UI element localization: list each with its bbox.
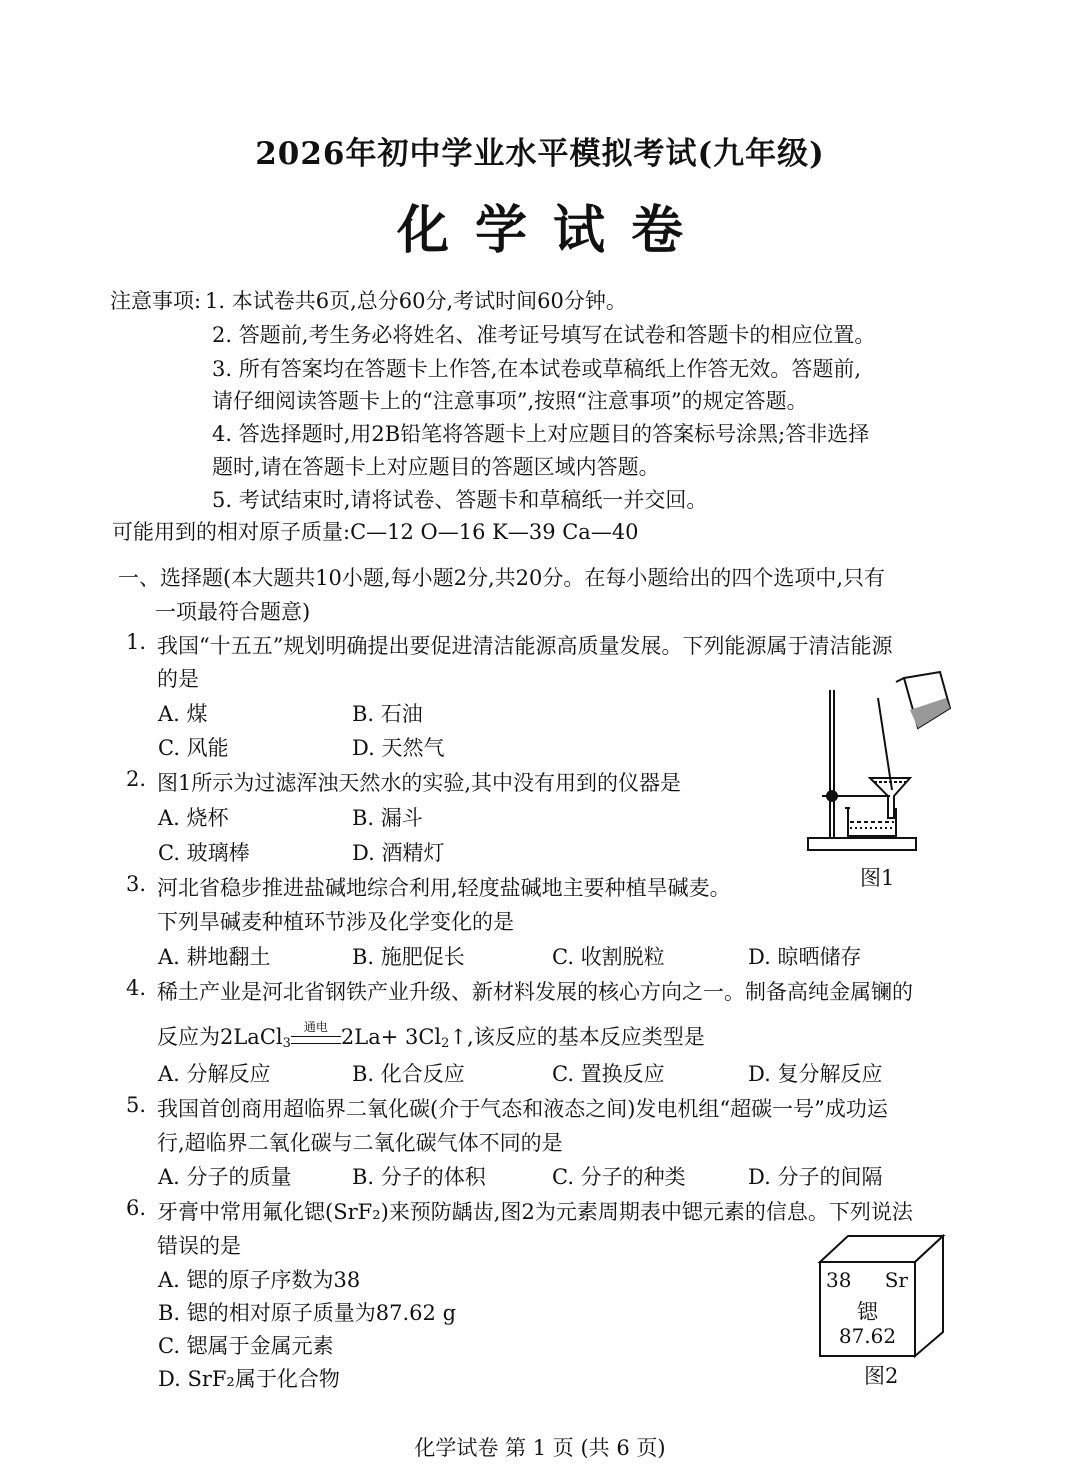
reactant-subscript: 3 bbox=[282, 1036, 291, 1051]
reactant: 2LaCl bbox=[220, 1025, 283, 1049]
question-stem: 行,超临界二氧化碳与二氧化碳气体不同的是 bbox=[157, 1131, 563, 1155]
option: C. 玻璃棒 bbox=[158, 841, 250, 865]
question-number: 4. bbox=[126, 976, 147, 1000]
option: D. SrF₂属于化合物 bbox=[158, 1367, 340, 1391]
question-stem: 牙膏中常用氟化锶(SrF₂)来预防龋齿,图2为元素周期表中锶元素的信息。下列说法 bbox=[157, 1200, 913, 1224]
option: A. 烧杯 bbox=[158, 806, 229, 830]
element-header bbox=[826, 1268, 908, 1292]
option: C. 分子的种类 bbox=[552, 1165, 686, 1189]
reaction-suffix: ↑,该反应的基本反应类型是 bbox=[449, 1025, 705, 1049]
element-name: 锶 bbox=[857, 1300, 878, 1324]
section-heading: 一、选择题(本大题共10小题,每小题2分,共20分。在每小题给出的四个选项中,只有 bbox=[118, 566, 886, 590]
element-symbol: Sr bbox=[884, 1268, 908, 1292]
option: B. 石油 bbox=[352, 702, 423, 726]
question-stem: 稀土产业是河北省钢铁产业升级、新材料发展的核心方向之一。制备高纯金属镧的 bbox=[157, 980, 913, 1004]
option: A. 耕地翻土 bbox=[158, 945, 271, 969]
option: B. 施肥促长 bbox=[352, 945, 465, 969]
atomic-mass-line: 可能用到的相对原子质量:C—12 O—16 K—39 Ca—40 bbox=[112, 520, 639, 544]
note-item: 5. 考试结束时,请将试卷、答题卡和草稿纸一并交回。 bbox=[212, 488, 708, 512]
option: D. 复分解反应 bbox=[748, 1062, 883, 1086]
note-item: 1. 本试卷共6页,总分60分,考试时间60分钟。 bbox=[205, 289, 627, 313]
product: 2La+ 3Cl bbox=[340, 1025, 442, 1049]
option: D. 天然气 bbox=[352, 736, 445, 760]
reaction-prefix: 反应为 bbox=[157, 1025, 220, 1049]
option: C. 收割脱粒 bbox=[552, 945, 665, 969]
option: B. 化合反应 bbox=[352, 1062, 465, 1086]
note-item: 请仔细阅读答题卡上的“注意事项”,按照“注意事项”的规定答题。 bbox=[212, 389, 808, 413]
option: A. 锶的原子序数为38 bbox=[158, 1268, 361, 1292]
page-footer: 化学试卷 第 1 页 (共 6 页) bbox=[414, 1436, 666, 1460]
question-number: 5. bbox=[126, 1093, 147, 1117]
option: B. 锶的相对原子质量为87.62 g bbox=[158, 1301, 457, 1325]
note-item: 题时,请在答题卡上对应题目的答题区域内答题。 bbox=[212, 455, 660, 479]
option: A. 煤 bbox=[158, 702, 208, 726]
option: C. 风能 bbox=[158, 736, 229, 760]
option: B. 分子的体积 bbox=[352, 1165, 486, 1189]
question-number: 6. bbox=[126, 1196, 147, 1220]
notes-label: 注意事项: bbox=[110, 289, 202, 313]
question-stem: 的是 bbox=[157, 667, 199, 691]
filtration-apparatus-figure bbox=[800, 668, 960, 858]
glass-rod bbox=[878, 698, 892, 790]
question-stem: 错误的是 bbox=[157, 1234, 241, 1258]
product-subscript: 2 bbox=[441, 1036, 450, 1051]
question-number: 1. bbox=[126, 630, 147, 654]
option: C. 置换反应 bbox=[552, 1062, 665, 1086]
reaction-arrow bbox=[291, 1019, 341, 1044]
reaction-equation bbox=[157, 1021, 705, 1051]
option: A. 分子的质量 bbox=[158, 1165, 292, 1189]
question-stem: 图1所示为过滤浑浊天然水的实验,其中没有用到的仪器是 bbox=[157, 771, 682, 795]
question-number: 3. bbox=[126, 872, 147, 896]
note-item: 2. 答题前,考生务必将姓名、准考证号填写在试卷和答题卡的相应位置。 bbox=[212, 323, 876, 347]
note-item: 3. 所有答案均在答题卡上作答,在本试卷或草稿纸上作答无效。答题前, bbox=[212, 357, 862, 381]
question-number: 2. bbox=[126, 767, 147, 791]
question-stem: 我国“十五五”规划明确提出要促进清洁能源高质量发展。下列能源属于清洁能源 bbox=[157, 634, 893, 658]
note-item: 4. 答选择题时,用2B铅笔将答题卡上对应题目的答案标号涂黑;答非选择 bbox=[212, 422, 870, 446]
section-heading-cont: 一项最符合题意) bbox=[155, 600, 311, 624]
funnel bbox=[870, 778, 910, 818]
stand-base bbox=[808, 838, 916, 850]
exam-title: 化学试卷 bbox=[396, 200, 709, 261]
question-stem: 我国首创商用超临界二氧化碳(介于气态和液态之间)发电机组“超碳一号”成功运 bbox=[157, 1097, 888, 1121]
option: D. 分子的间隔 bbox=[748, 1165, 883, 1189]
question-stem: 下列旱碱麦种植环节涉及化学变化的是 bbox=[157, 910, 514, 934]
option: D. 酒精灯 bbox=[352, 841, 445, 865]
figure1-caption: 图1 bbox=[860, 866, 895, 890]
reaction-condition: 通电 bbox=[303, 1019, 328, 1034]
option: C. 锶属于金属元素 bbox=[158, 1334, 334, 1358]
option: D. 晾晒储存 bbox=[748, 945, 862, 969]
figure2-caption: 图2 bbox=[864, 1364, 899, 1388]
exam-subtitle: 2026年初中学业水平模拟考试(九年级) bbox=[255, 136, 825, 172]
element-mass: 87.62 bbox=[838, 1324, 897, 1348]
atomic-number: 38 bbox=[826, 1268, 852, 1292]
option: B. 漏斗 bbox=[352, 806, 423, 830]
option: A. 分解反应 bbox=[158, 1062, 271, 1086]
question-stem: 河北省稳步推进盐碱地综合利用,轻度盐碱地主要种植旱碱麦。 bbox=[157, 876, 731, 900]
